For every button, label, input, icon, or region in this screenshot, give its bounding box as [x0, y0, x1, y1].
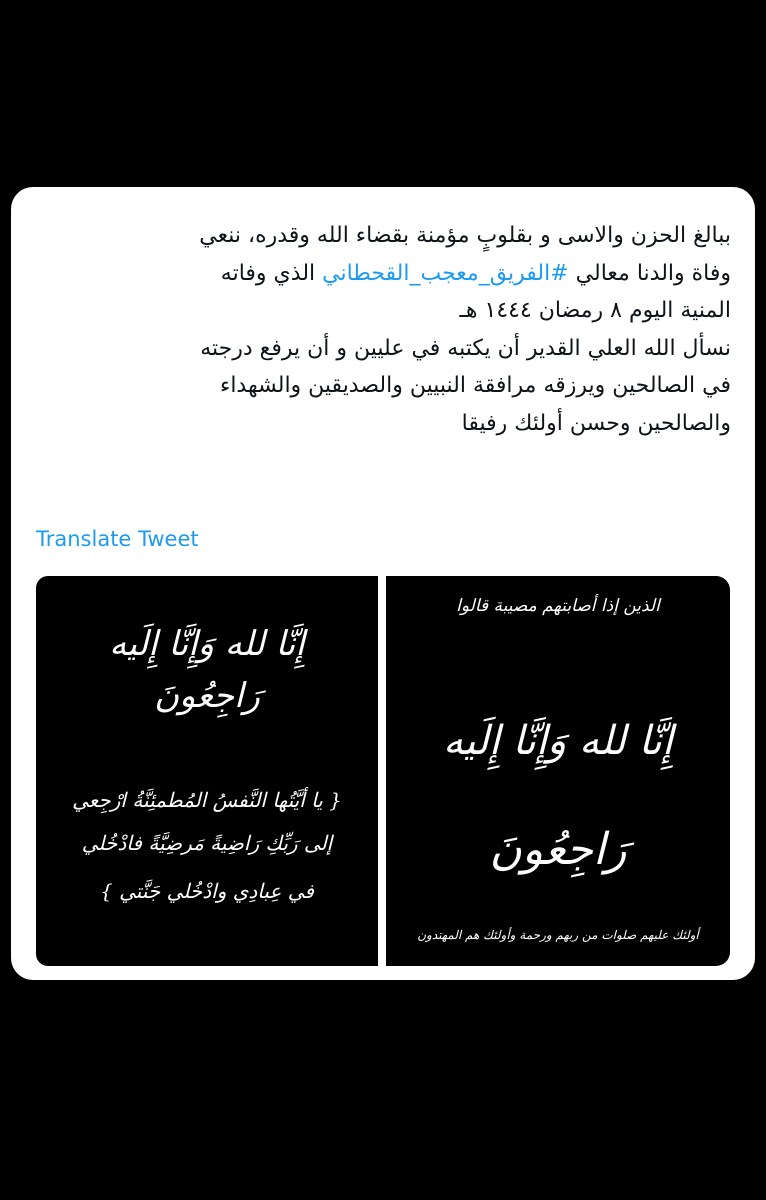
calligraphy-line: أولئك عليهم صلوات من ربهم ورحمة وأولئك هم المهتدون [417, 928, 699, 942]
calligraphy-line: الذين إذا أصابتهم مصيبة قالوا [456, 596, 660, 616]
tweet-line-2-prefix: وفاة والدنا معالي [568, 260, 731, 286]
tweet-line-6: والصالحين وحسن أولئك رفيقا [461, 410, 731, 436]
condolence-image-left[interactable] [36, 576, 378, 966]
translate-tweet-link[interactable]: Translate Tweet [36, 527, 199, 551]
condolence-image-right[interactable] [386, 576, 730, 966]
tweet-line-5: في الصالحين ويرزقه مرافقة النبيين والصديقين والشهداء [219, 373, 731, 398]
calligraphy-line: إِنَّا لله وَإِنَّا إِلَيه [109, 624, 305, 664]
tweet-line-3: المنية اليوم ٨ رمضان ١٤٤٤ هـ [459, 298, 731, 323]
tweet-card [11, 187, 755, 980]
calligraphy-line: رَاجِعُونَ [154, 676, 260, 716]
tweet-line-2 [35, 255, 731, 293]
tweet-line-4: نسأل الله العلي القدير أن يكتبه في عليين و أن يرفع درجته [200, 335, 731, 361]
calligraphy-line: رَاجِعُونَ [489, 824, 627, 875]
hashtag-link[interactable]: #الفريق_معجب_القحطاني [322, 260, 569, 286]
calligraphy-line: إِنَّا لله وَإِنَّا إِلَيه [442, 718, 674, 764]
tweet-media [36, 576, 730, 966]
tweet-text [35, 217, 731, 442]
tweet-line-2-suffix: الذي وفاته [220, 260, 323, 286]
calligraphy-line: في عِبادِي وادْخُلي جَنَّتي } [100, 879, 314, 903]
tweet-line-1: ببالغ الحزن والاسى و بقلوبٍ مؤمنة بقضاء الله وقدره، ننعي [199, 223, 731, 248]
calligraphy-line: { يا أيَّتُها النَّفسُ المُطمئِنَّةُ ارْجِعي [72, 788, 342, 812]
calligraphy-line: إلى رَبِّكِ رَاضِيةً مَرضِيَّةً فادْخُلي [81, 831, 333, 855]
